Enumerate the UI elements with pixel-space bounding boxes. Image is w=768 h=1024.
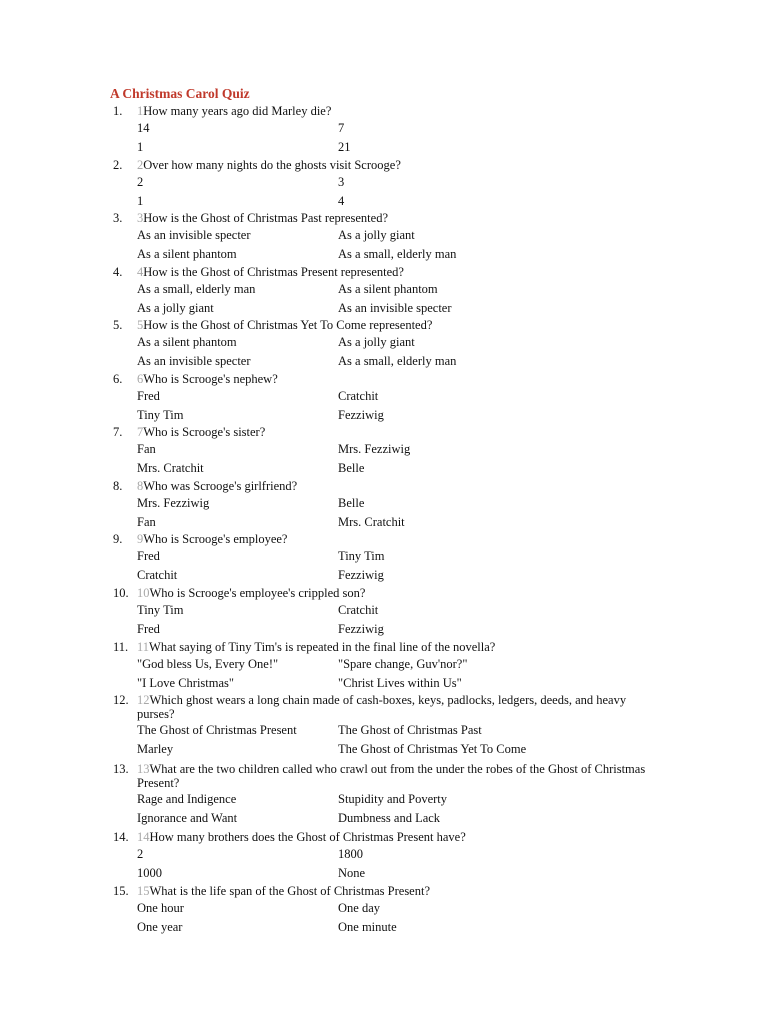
answer-option: Fred	[137, 549, 160, 563]
answer-grid	[0, 388, 768, 425]
answer-option: Fan	[137, 442, 156, 456]
question-item	[0, 884, 768, 935]
question-ghost-number: 13	[137, 762, 150, 776]
question-number: 11.	[113, 640, 129, 654]
question-text: How many years ago did Marley die?	[143, 104, 332, 118]
answer-option: As a silent phantom	[137, 247, 237, 261]
question-ghost-number: 9	[137, 532, 144, 546]
answer-option: Mrs. Cratchit	[338, 515, 405, 529]
question-text: Who is Scrooge's employee's crippled son?	[149, 586, 366, 600]
answer-grid	[0, 174, 768, 211]
question-number: 9.	[113, 532, 123, 546]
answer-option: "Christ Lives within Us"	[338, 676, 462, 690]
answer-option: 1800	[338, 847, 363, 861]
answer-option: Cratchit	[338, 389, 379, 403]
answer-option: As a small, elderly man	[137, 282, 256, 296]
answer-option: Ignorance and Want	[137, 811, 238, 825]
answer-grid	[0, 227, 768, 264]
answer-option: 3	[338, 175, 345, 189]
question-number: 10.	[113, 586, 129, 600]
question-item	[0, 762, 768, 827]
question-number: 7.	[113, 425, 123, 439]
answer-option: As a small, elderly man	[338, 354, 457, 368]
question-text: Who is Scrooge's nephew?	[143, 372, 278, 386]
answer-option: Stupidity and Poverty	[338, 792, 448, 806]
answer-option: None	[338, 866, 366, 880]
question-text: How is the Ghost of Christmas Present represented?	[143, 265, 404, 279]
question-ghost-number: 7	[137, 425, 144, 439]
answer-option: One minute	[338, 920, 397, 934]
question-ghost-number: 14	[137, 830, 150, 844]
question-ghost-number: 4	[137, 265, 144, 279]
answer-option: As an invisible specter	[338, 301, 452, 315]
question-ghost-number: 5	[137, 318, 144, 332]
answer-option: Tiny Tim	[137, 603, 184, 617]
answer-grid	[0, 548, 768, 585]
question-ghost-number: 12	[137, 693, 150, 707]
question-item	[0, 265, 768, 316]
answer-option: Dumbness and Lack	[338, 811, 441, 825]
answer-option: 7	[338, 121, 345, 135]
answer-option: Belle	[338, 496, 365, 510]
question-item	[0, 372, 768, 423]
question-item	[0, 211, 768, 262]
answer-option: 21	[338, 140, 351, 154]
answer-option: One year	[137, 920, 183, 934]
answer-option: "God bless Us, Every One!"	[137, 657, 279, 671]
answer-option: 4	[338, 194, 345, 208]
answer-option: Marley	[137, 742, 174, 756]
answer-option: As an invisible specter	[137, 228, 251, 242]
question-item	[0, 532, 768, 583]
question-ghost-number: 15	[137, 884, 150, 898]
answer-option: As a jolly giant	[338, 335, 415, 349]
question-text: Who is Scrooge's sister?	[143, 425, 266, 439]
answer-option: As a silent phantom	[137, 335, 237, 349]
answer-option: Belle	[338, 461, 365, 475]
question-number: 2.	[113, 158, 123, 172]
answer-grid	[0, 602, 768, 639]
answer-option: Mrs. Cratchit	[137, 461, 204, 475]
question-number: 5.	[113, 318, 123, 332]
answer-grid	[0, 900, 768, 937]
answer-option: Fezziwig	[338, 408, 384, 422]
answer-option: Fezziwig	[338, 622, 384, 636]
answer-grid	[0, 441, 768, 478]
answer-option: Tiny Tim	[338, 549, 385, 563]
answer-option: 1	[137, 194, 144, 208]
answer-option: Mrs. Fezziwig	[338, 442, 411, 456]
answer-option: As a silent phantom	[338, 282, 438, 296]
answer-option: One day	[338, 901, 380, 915]
question-text: What are the two children called who crawl out from the under the robes of the Ghost of Christmas Present?	[137, 762, 646, 790]
answer-option: As an invisible specter	[137, 354, 251, 368]
question-item	[0, 425, 768, 476]
question-number: 14.	[113, 830, 129, 844]
question-ghost-number: 1	[137, 104, 144, 118]
question-text: How is the Ghost of Christmas Yet To Come represented?	[143, 318, 433, 332]
answer-option: Mrs. Fezziwig	[137, 496, 210, 510]
answer-option: 1	[137, 140, 144, 154]
question-text: Over how many nights do the ghosts visit Scrooge?	[143, 158, 401, 172]
answer-grid	[0, 495, 768, 532]
question-text: How many brothers does the Ghost of Christmas Present have?	[149, 830, 466, 844]
question-number: 6.	[113, 372, 123, 386]
answer-option: Fezziwig	[338, 568, 384, 582]
answer-option: One hour	[137, 901, 184, 915]
question-item	[0, 693, 768, 758]
question-text: What is the life span of the Ghost of Christmas Present?	[149, 884, 430, 898]
answer-option: Cratchit	[137, 568, 178, 582]
question-item	[0, 830, 768, 881]
answer-option: 2	[137, 847, 144, 861]
answer-option: 1000	[137, 866, 162, 880]
quiz-title: A Christmas Carol Quiz	[110, 86, 250, 101]
answer-grid	[0, 334, 768, 371]
answer-option: The Ghost of Christmas Yet To Come	[338, 742, 527, 756]
answer-option: Fan	[137, 515, 156, 529]
question-ghost-number: 10	[137, 586, 150, 600]
answer-option: "Spare change, Guv'nor?"	[338, 657, 468, 671]
answer-option: 2	[137, 175, 144, 189]
question-number: 13.	[113, 762, 129, 776]
question-text: What saying of Tiny Tim's is repeated in the final line of the novella?	[149, 640, 496, 654]
answer-grid	[0, 120, 768, 157]
question-item	[0, 104, 768, 155]
question-number: 12.	[113, 693, 129, 707]
question-item	[0, 318, 768, 369]
question-number: 8.	[113, 479, 123, 493]
question-item	[0, 479, 768, 530]
answer-option: As a jolly giant	[137, 301, 214, 315]
question-ghost-number: 3	[137, 211, 144, 225]
question-number: 1.	[113, 104, 123, 118]
answer-option: Cratchit	[338, 603, 379, 617]
answer-grid	[0, 846, 768, 883]
answer-option: The Ghost of Christmas Present	[137, 723, 297, 737]
answer-option: Fred	[137, 389, 160, 403]
question-ghost-number: 6	[137, 372, 144, 386]
question-ghost-number: 8	[137, 479, 144, 493]
question-text: Which ghost wears a long chain made of cash-boxes, keys, padlocks, ledgers, deeds, and heavy purses?	[137, 693, 627, 721]
question-ghost-number: 11	[137, 640, 150, 654]
question-item	[0, 586, 768, 637]
question-number: 4.	[113, 265, 123, 279]
question-number: 15.	[113, 884, 129, 898]
answer-option: Tiny Tim	[137, 408, 184, 422]
answer-option: As a small, elderly man	[338, 247, 457, 261]
question-text: Who was Scrooge's girlfriend?	[143, 479, 298, 493]
answer-option: 14	[137, 121, 150, 135]
answer-option: As a jolly giant	[338, 228, 415, 242]
answer-grid	[0, 656, 768, 693]
question-item	[0, 640, 768, 691]
answer-option: "I Love Christmas"	[137, 676, 234, 690]
question-item	[0, 158, 768, 209]
answer-grid	[0, 791, 768, 828]
answer-option: Rage and Indigence	[137, 792, 237, 806]
question-text: Who is Scrooge's employee?	[143, 532, 288, 546]
question-ghost-number: 2	[137, 158, 144, 172]
answer-option: The Ghost of Christmas Past	[338, 723, 482, 737]
answer-grid	[0, 281, 768, 318]
answer-option: Fred	[137, 622, 160, 636]
question-number: 3.	[113, 211, 123, 225]
question-text: How is the Ghost of Christmas Past represented?	[143, 211, 389, 225]
answer-grid	[0, 722, 768, 759]
